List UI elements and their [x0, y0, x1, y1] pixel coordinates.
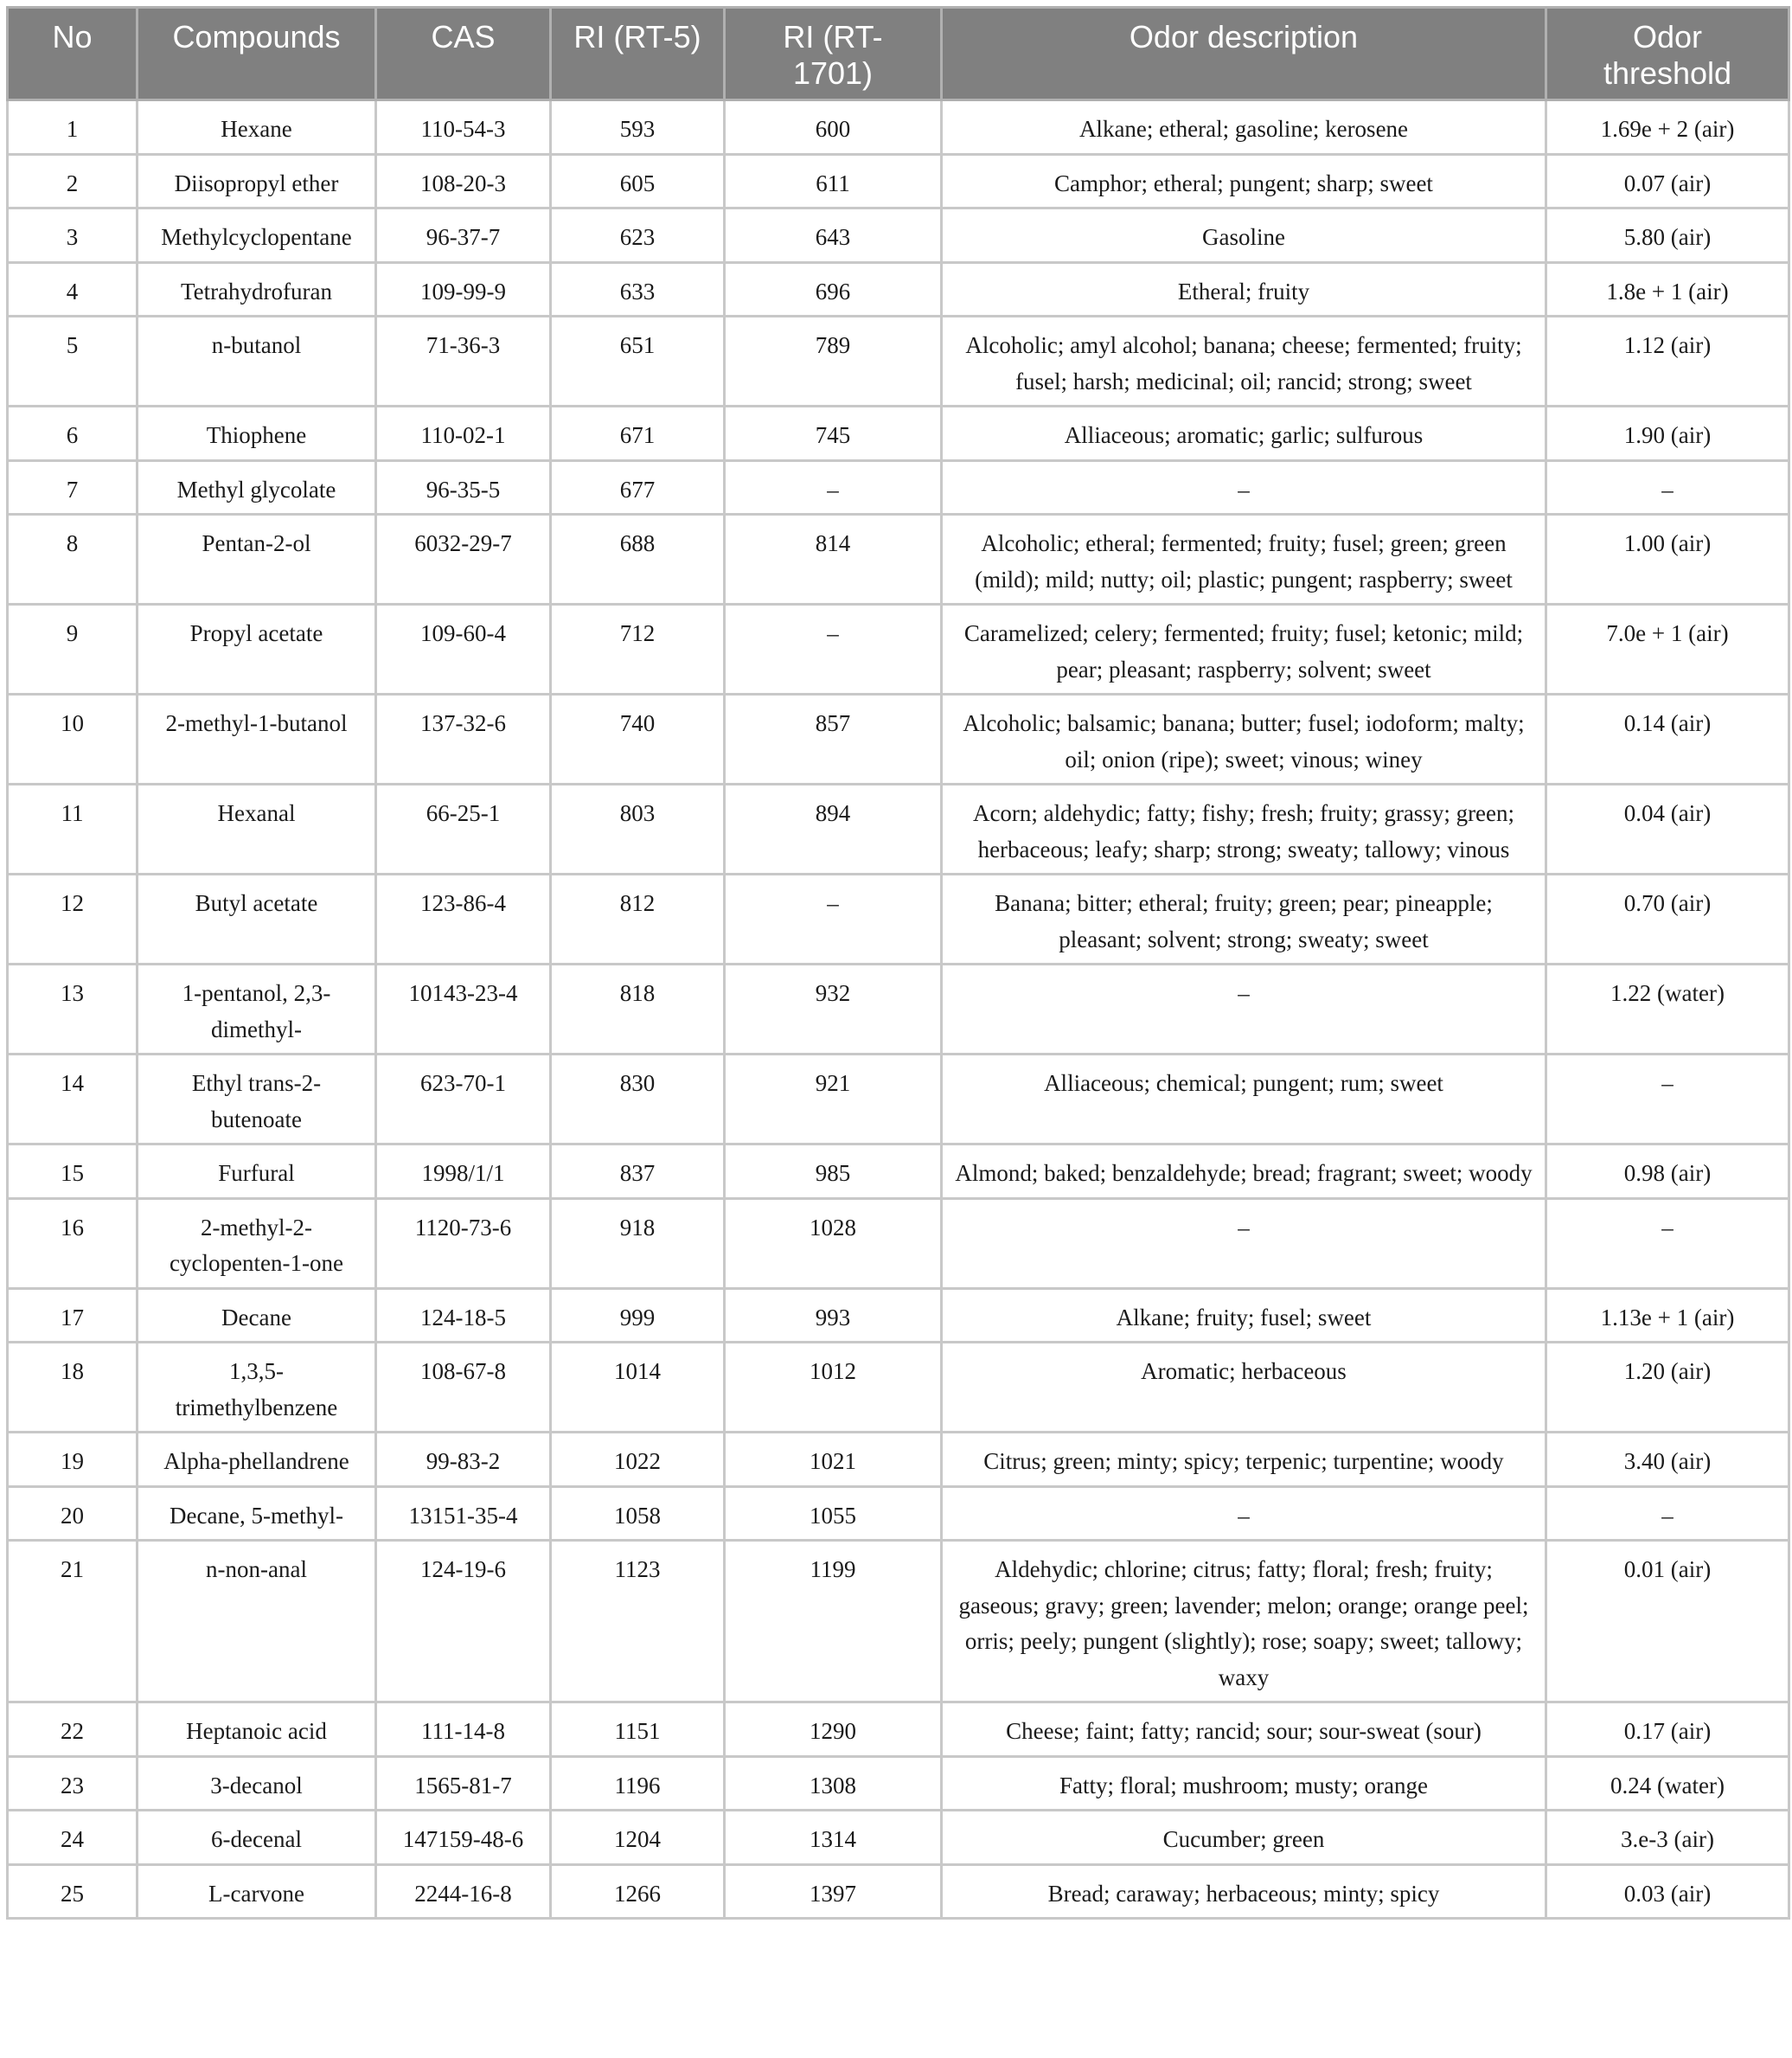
cell-no: 17 — [8, 1288, 138, 1343]
cell-ri-rt5: 651 — [551, 317, 725, 407]
cell-odor-threshold: 1.8e + 1 (air) — [1546, 262, 1789, 317]
cell-ri-rt1701: 857 — [725, 695, 942, 785]
cell-cas: 108-67-8 — [376, 1343, 551, 1433]
cell-cas: 124-18-5 — [376, 1288, 551, 1343]
cell-cas: 108-20-3 — [376, 154, 551, 208]
cell-odor-threshold: 7.0e + 1 (air) — [1546, 605, 1789, 695]
cell-odor-threshold: 5.80 (air) — [1546, 208, 1789, 263]
cell-cas: 1998/1/1 — [376, 1144, 551, 1199]
table-row — [8, 785, 1789, 875]
cell-cas: 137-32-6 — [376, 695, 551, 785]
cell-no: 25 — [8, 1864, 138, 1919]
cell-cas: 1565-81-7 — [376, 1756, 551, 1811]
cell-cas: 109-60-4 — [376, 605, 551, 695]
table-row — [8, 1756, 1789, 1811]
table-row — [8, 1486, 1789, 1541]
cell-no: 11 — [8, 785, 138, 875]
cell-ri-rt1701: 1021 — [725, 1433, 942, 1487]
cell-odor-description: Bread; caraway; herbaceous; minty; spicy — [942, 1864, 1546, 1919]
cell-ri-rt1701: 745 — [725, 407, 942, 461]
cell-compound: 1,3,5-trimethylbenzene — [138, 1343, 376, 1433]
cell-ri-rt1701: 993 — [725, 1288, 942, 1343]
cell-compound: 6-decenal — [138, 1811, 376, 1865]
cell-compound: Furfural — [138, 1144, 376, 1199]
cell-ri-rt5: 818 — [551, 965, 725, 1055]
cell-ri-rt5: 633 — [551, 262, 725, 317]
cell-ri-rt5: 671 — [551, 407, 725, 461]
cell-compound: Tetrahydrofuran — [138, 262, 376, 317]
cell-compound: Butyl acetate — [138, 875, 376, 965]
cell-odor-threshold: 1.90 (air) — [1546, 407, 1789, 461]
cell-compound: Ethyl trans-2-butenoate — [138, 1055, 376, 1144]
cell-ri-rt5: 593 — [551, 100, 725, 155]
cell-odor-threshold: 3.40 (air) — [1546, 1433, 1789, 1487]
table-body — [8, 100, 1789, 1919]
cell-ri-rt1701: 789 — [725, 317, 942, 407]
table-header — [8, 8, 1789, 100]
cell-compound: n-butanol — [138, 317, 376, 407]
cell-ri-rt1701: 1314 — [725, 1811, 942, 1865]
cell-ri-rt1701: 1397 — [725, 1864, 942, 1919]
cell-compound: Diisopropyl ether — [138, 154, 376, 208]
cell-ri-rt1701: – — [725, 875, 942, 965]
cell-no: 6 — [8, 407, 138, 461]
cell-cas: 110-02-1 — [376, 407, 551, 461]
table-row — [8, 965, 1789, 1055]
cell-odor-threshold: 0.04 (air) — [1546, 785, 1789, 875]
cell-compound: Hexane — [138, 100, 376, 155]
cell-odor-description: Alkane; fruity; fusel; sweet — [942, 1288, 1546, 1343]
cell-no: 2 — [8, 154, 138, 208]
cell-ri-rt5: 999 — [551, 1288, 725, 1343]
table-row — [8, 1055, 1789, 1144]
cell-compound: L-carvone — [138, 1864, 376, 1919]
header-no: No — [8, 8, 138, 100]
cell-compound: Methyl glycolate — [138, 460, 376, 515]
cell-odor-threshold: – — [1546, 460, 1789, 515]
header-ri-rt1701: RI (RT-1701) — [725, 8, 942, 100]
cell-compound: Decane, 5-methyl- — [138, 1486, 376, 1541]
cell-no: 8 — [8, 515, 138, 605]
cell-ri-rt5: 830 — [551, 1055, 725, 1144]
cell-no: 12 — [8, 875, 138, 965]
cell-no: 7 — [8, 460, 138, 515]
cell-odor-threshold: 1.12 (air) — [1546, 317, 1789, 407]
cell-cas: 13151-35-4 — [376, 1486, 551, 1541]
cell-no: 4 — [8, 262, 138, 317]
cell-odor-description: – — [942, 965, 1546, 1055]
cell-cas: 96-37-7 — [376, 208, 551, 263]
cell-odor-description: Citrus; green; minty; spicy; terpenic; turpentine; woody — [942, 1433, 1546, 1487]
cell-odor-threshold: 0.98 (air) — [1546, 1144, 1789, 1199]
cell-cas: 96-35-5 — [376, 460, 551, 515]
cell-odor-description: – — [942, 1198, 1546, 1288]
cell-odor-threshold: 1.69e + 2 (air) — [1546, 100, 1789, 155]
cell-odor-description: Almond; baked; benzaldehyde; bread; fragrant; sweet; woody — [942, 1144, 1546, 1199]
cell-ri-rt1701: 1290 — [725, 1702, 942, 1757]
cell-ri-rt1701: – — [725, 605, 942, 695]
cell-cas: 66-25-1 — [376, 785, 551, 875]
cell-compound: Thiophene — [138, 407, 376, 461]
cell-cas: 1120-73-6 — [376, 1198, 551, 1288]
cell-ri-rt5: 740 — [551, 695, 725, 785]
cell-ri-rt5: 803 — [551, 785, 725, 875]
cell-odor-description: Alcoholic; etheral; fermented; fruity; fusel; green; green (mild); mild; nutty; oil; plastic; pungent; raspberry; sweet — [942, 515, 1546, 605]
cell-odor-description: Banana; bitter; etheral; fruity; green; pear; pineapple; pleasant; solvent; strong; sweaty; sweet — [942, 875, 1546, 965]
cell-ri-rt5: 1123 — [551, 1541, 725, 1702]
cell-odor-description: Caramelized; celery; fermented; fruity; fusel; ketonic; mild; pear; pleasant; raspberry; solvent; sweet — [942, 605, 1546, 695]
table-row — [8, 460, 1789, 515]
odor-compounds-table — [6, 6, 1790, 1920]
cell-no: 9 — [8, 605, 138, 695]
cell-odor-threshold: 1.00 (air) — [1546, 515, 1789, 605]
cell-no: 18 — [8, 1343, 138, 1433]
cell-odor-threshold: 1.20 (air) — [1546, 1343, 1789, 1433]
cell-ri-rt5: 812 — [551, 875, 725, 965]
cell-odor-threshold: 3.e-3 (air) — [1546, 1811, 1789, 1865]
cell-odor-description: Alliaceous; chemical; pungent; rum; sweet — [942, 1055, 1546, 1144]
cell-ri-rt1701: 696 — [725, 262, 942, 317]
cell-compound: Alpha-phellandrene — [138, 1433, 376, 1487]
cell-odor-description: Aromatic; herbaceous — [942, 1343, 1546, 1433]
cell-no: 15 — [8, 1144, 138, 1199]
cell-odor-description: Cucumber; green — [942, 1811, 1546, 1865]
cell-ri-rt5: 1266 — [551, 1864, 725, 1919]
cell-odor-threshold: 0.07 (air) — [1546, 154, 1789, 208]
cell-odor-description: Alcoholic; amyl alcohol; banana; cheese; fermented; fruity; fusel; harsh; medicinal; oil; rancid; strong; sweet — [942, 317, 1546, 407]
cell-odor-threshold: 0.24 (water) — [1546, 1756, 1789, 1811]
table-row — [8, 262, 1789, 317]
cell-cas: 147159-48-6 — [376, 1811, 551, 1865]
cell-odor-description: Alliaceous; aromatic; garlic; sulfurous — [942, 407, 1546, 461]
cell-compound: Decane — [138, 1288, 376, 1343]
cell-odor-description: Alkane; etheral; gasoline; kerosene — [942, 100, 1546, 155]
cell-ri-rt1701: 1308 — [725, 1756, 942, 1811]
cell-cas: 109-99-9 — [376, 262, 551, 317]
cell-compound: n-non-anal — [138, 1541, 376, 1702]
cell-ri-rt1701: 1012 — [725, 1343, 942, 1433]
cell-ri-rt5: 918 — [551, 1198, 725, 1288]
cell-compound: Methylcyclopentane — [138, 208, 376, 263]
cell-ri-rt1701: 894 — [725, 785, 942, 875]
cell-ri-rt1701: 921 — [725, 1055, 942, 1144]
cell-ri-rt1701: 600 — [725, 100, 942, 155]
cell-cas: 99-83-2 — [376, 1433, 551, 1487]
cell-odor-description: Aldehydic; chlorine; citrus; fatty; floral; fresh; fruity; gaseous; gravy; green; lavender; melon; orange; orange peel; orris; peely; pungent (slightly); rose; soapy; sweet; tallowy; waxy — [942, 1541, 1546, 1702]
table-row — [8, 695, 1789, 785]
cell-no: 24 — [8, 1811, 138, 1865]
cell-odor-description: Fatty; floral; mushroom; musty; orange — [942, 1756, 1546, 1811]
table-row — [8, 1541, 1789, 1702]
cell-ri-rt5: 1058 — [551, 1486, 725, 1541]
header-odor-threshold: Odor threshold — [1546, 8, 1789, 100]
table-row — [8, 100, 1789, 155]
cell-no: 20 — [8, 1486, 138, 1541]
cell-odor-threshold: 1.22 (water) — [1546, 965, 1789, 1055]
cell-compound: Hexanal — [138, 785, 376, 875]
cell-no: 5 — [8, 317, 138, 407]
cell-ri-rt5: 1014 — [551, 1343, 725, 1433]
cell-ri-rt1701: – — [725, 460, 942, 515]
table-row — [8, 154, 1789, 208]
table-row — [8, 875, 1789, 965]
header-cas: CAS — [376, 8, 551, 100]
cell-ri-rt5: 605 — [551, 154, 725, 208]
cell-cas: 123-86-4 — [376, 875, 551, 965]
cell-ri-rt1701: 643 — [725, 208, 942, 263]
cell-odor-description: – — [942, 1486, 1546, 1541]
cell-ri-rt5: 1196 — [551, 1756, 725, 1811]
cell-ri-rt1701: 611 — [725, 154, 942, 208]
table-row — [8, 1864, 1789, 1919]
cell-odor-threshold: 0.70 (air) — [1546, 875, 1789, 965]
cell-odor-threshold: 0.14 (air) — [1546, 695, 1789, 785]
cell-no: 22 — [8, 1702, 138, 1757]
cell-cas: 6032-29-7 — [376, 515, 551, 605]
cell-ri-rt5: 712 — [551, 605, 725, 695]
cell-odor-threshold: 0.01 (air) — [1546, 1541, 1789, 1702]
cell-ri-rt1701: 932 — [725, 965, 942, 1055]
cell-no: 16 — [8, 1198, 138, 1288]
cell-odor-description: Etheral; fruity — [942, 262, 1546, 317]
cell-no: 10 — [8, 695, 138, 785]
cell-ri-rt1701: 1028 — [725, 1198, 942, 1288]
cell-odor-threshold: 0.03 (air) — [1546, 1864, 1789, 1919]
header-row — [8, 8, 1789, 100]
cell-no: 14 — [8, 1055, 138, 1144]
cell-odor-threshold: – — [1546, 1055, 1789, 1144]
header-ri-rt5: RI (RT-5) — [551, 8, 725, 100]
cell-odor-description: Alcoholic; balsamic; banana; butter; fusel; iodoform; malty; oil; onion (ripe); sweet; vinous; winey — [942, 695, 1546, 785]
cell-odor-description: Acorn; aldehydic; fatty; fishy; fresh; fruity; grassy; green; herbaceous; leafy; sharp; strong; sweaty; tallowy; vinous — [942, 785, 1546, 875]
cell-compound: Propyl acetate — [138, 605, 376, 695]
cell-no: 23 — [8, 1756, 138, 1811]
table-row — [8, 1702, 1789, 1757]
cell-no: 1 — [8, 100, 138, 155]
cell-compound: 3-decanol — [138, 1756, 376, 1811]
cell-odor-threshold: – — [1546, 1198, 1789, 1288]
header-compounds: Compounds — [138, 8, 376, 100]
cell-ri-rt1701: 985 — [725, 1144, 942, 1199]
cell-ri-rt5: 688 — [551, 515, 725, 605]
cell-no: 3 — [8, 208, 138, 263]
cell-odor-threshold: 0.17 (air) — [1546, 1702, 1789, 1757]
cell-cas: 124-19-6 — [376, 1541, 551, 1702]
cell-odor-threshold: 1.13e + 1 (air) — [1546, 1288, 1789, 1343]
cell-cas: 111-14-8 — [376, 1702, 551, 1757]
cell-odor-description: Camphor; etheral; pungent; sharp; sweet — [942, 154, 1546, 208]
cell-compound: Pentan-2-ol — [138, 515, 376, 605]
table-row — [8, 1811, 1789, 1865]
header-odor-description: Odor description — [942, 8, 1546, 100]
cell-no: 21 — [8, 1541, 138, 1702]
cell-no: 19 — [8, 1433, 138, 1487]
cell-ri-rt1701: 814 — [725, 515, 942, 605]
cell-ri-rt5: 1022 — [551, 1433, 725, 1487]
cell-cas: 71-36-3 — [376, 317, 551, 407]
cell-ri-rt5: 1204 — [551, 1811, 725, 1865]
table-row — [8, 1198, 1789, 1288]
cell-ri-rt1701: 1055 — [725, 1486, 942, 1541]
cell-odor-threshold: – — [1546, 1486, 1789, 1541]
cell-compound: 1-pentanol, 2,3-dimethyl- — [138, 965, 376, 1055]
cell-compound: Heptanoic acid — [138, 1702, 376, 1757]
cell-cas: 2244-16-8 — [376, 1864, 551, 1919]
cell-ri-rt5: 677 — [551, 460, 725, 515]
table-row — [8, 317, 1789, 407]
table-row — [8, 1343, 1789, 1433]
cell-ri-rt5: 1151 — [551, 1702, 725, 1757]
cell-compound: 2-methyl-1-butanol — [138, 695, 376, 785]
cell-no: 13 — [8, 965, 138, 1055]
cell-ri-rt5: 623 — [551, 208, 725, 263]
table-row — [8, 515, 1789, 605]
cell-cas: 10143-23-4 — [376, 965, 551, 1055]
cell-ri-rt1701: 1199 — [725, 1541, 942, 1702]
table-row — [8, 605, 1789, 695]
table-row — [8, 407, 1789, 461]
table-row — [8, 1144, 1789, 1199]
table-row — [8, 208, 1789, 263]
cell-ri-rt5: 837 — [551, 1144, 725, 1199]
cell-compound: 2-methyl-2-cyclopenten-1-one — [138, 1198, 376, 1288]
cell-odor-description: Cheese; faint; fatty; rancid; sour; sour-sweat (sour) — [942, 1702, 1546, 1757]
cell-cas: 110-54-3 — [376, 100, 551, 155]
table-row — [8, 1433, 1789, 1487]
table-row — [8, 1288, 1789, 1343]
cell-odor-description: – — [942, 460, 1546, 515]
cell-cas: 623-70-1 — [376, 1055, 551, 1144]
cell-odor-description: Gasoline — [942, 208, 1546, 263]
